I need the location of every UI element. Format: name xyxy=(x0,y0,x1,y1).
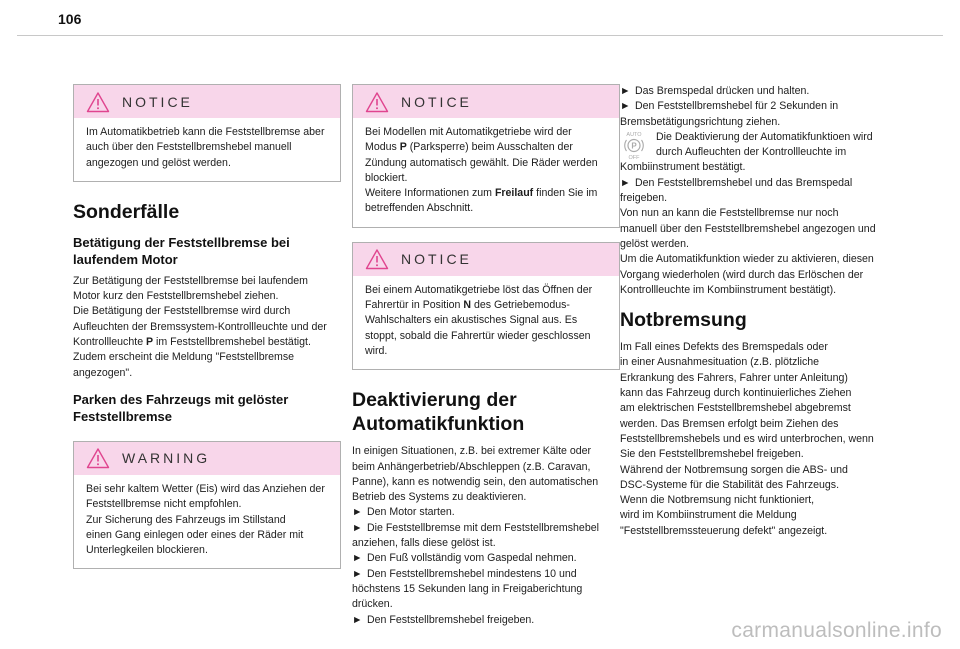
text-line: Bei sehr kaltem Wetter (Eis) wird das Anziehen der xyxy=(86,482,325,495)
text-line: wird im Kombiinstrument die Meldung xyxy=(620,509,797,522)
paragraph xyxy=(73,274,341,381)
icon-text-row xyxy=(620,130,888,161)
text-run: finden Sie im xyxy=(533,187,598,200)
section-title-sonderfaelle: Sonderfälle xyxy=(73,200,180,223)
step-line: anziehen, falls diese gelöst ist. xyxy=(352,537,496,550)
text-line: DSC-Systeme für die Stabilität des Fahrzeugs. xyxy=(620,478,840,491)
auto-off-parking-brake-icon xyxy=(620,130,648,160)
notice-box xyxy=(352,84,620,228)
text-line: Wahlschalters ein akustisches Signal aus. Es xyxy=(365,314,578,327)
column-3 xyxy=(620,84,888,539)
notice-box xyxy=(352,242,620,370)
section-title-notbremsung: Notbremsung xyxy=(620,309,747,332)
warning-header xyxy=(74,442,340,475)
text-line: Von nun an kann die Feststellbremse nur noch xyxy=(620,207,839,220)
footer-watermark-link[interactable]: carmanualsonline.info xyxy=(731,619,942,642)
notice-title: NOTICE xyxy=(401,93,472,110)
step-text: Die Feststellbremse mit dem Feststellbremshebel xyxy=(367,521,599,534)
warning-body xyxy=(74,475,340,568)
text-line xyxy=(365,140,607,155)
step-text: Den Feststellbremshebel freigeben. xyxy=(367,613,535,626)
step-line: Bremsbetätigungsrichtung ziehen. xyxy=(620,115,781,128)
step-line xyxy=(352,613,620,628)
text-line: Bei Modellen mit Automatikgetriebe wird der xyxy=(365,126,572,138)
notice-body xyxy=(353,276,619,369)
arrow-bullet-icon: ► xyxy=(352,613,363,626)
text-line: Zudem erscheint die Meldung "Feststellbremse xyxy=(73,351,295,364)
step-line xyxy=(352,567,620,582)
step-text: Den Feststellbremshebel und das Bremspedal xyxy=(635,176,853,189)
text-line: werden. Das Bremsen erfolgt beim Ziehen des xyxy=(620,417,839,430)
text-line: Panne), kann es notwendig sein, den automatischen xyxy=(352,475,599,488)
notice-header xyxy=(74,85,340,118)
paragraph xyxy=(620,340,888,539)
text-line: beim Anhängerbetrieb/Abschleppen (z.B. Caravan, xyxy=(352,460,591,473)
text-line: manuell über den Feststellbremshebel angezogen und xyxy=(620,222,876,235)
text-line: einen Gang einlegen oder eines der Räder mit xyxy=(86,528,304,541)
step-line xyxy=(620,99,888,114)
step-line: drücken. xyxy=(352,598,393,611)
notice-body xyxy=(353,118,619,227)
text-line: durch Aufleuchten der Kontrollleuchte im xyxy=(656,146,847,159)
text-line: gelöst werden. xyxy=(620,237,689,250)
text-line: angezogen und gelöst werden. xyxy=(86,156,231,169)
arrow-bullet-icon: ► xyxy=(352,506,363,519)
warning-triangle-icon xyxy=(365,91,389,113)
text-line: Bei einem Automatikgetriebe löst das Öffnen der xyxy=(365,283,593,296)
warning-box xyxy=(73,441,341,569)
text-run: Modus xyxy=(365,141,400,154)
bold-term: Freilauf xyxy=(494,187,534,200)
text-line: Betrieb des Systems zu deaktivieren. xyxy=(352,491,527,504)
step-line xyxy=(620,176,888,191)
notice-header xyxy=(353,85,619,118)
step-line: höchstens 15 Sekunden lang in Freigaberichtung xyxy=(352,582,583,595)
text-run: des Getriebemodus- xyxy=(471,299,570,312)
text-line: angezogen". xyxy=(73,366,133,379)
warning-triangle-icon xyxy=(365,248,389,270)
column-2 xyxy=(352,84,620,628)
text-line: Unterlegkeilen blockieren. xyxy=(86,544,208,557)
text-line: Erkrankung des Fahrers, Fahrer unter Anleitung) xyxy=(620,371,848,384)
text-line: Die Betätigung der Feststellbremse wird durch xyxy=(73,305,291,318)
notice-body xyxy=(74,118,340,181)
icon-label-off: OFF xyxy=(628,154,640,160)
bold-term: P xyxy=(146,336,154,349)
step-line xyxy=(352,505,620,520)
page-number: 106 xyxy=(58,11,82,27)
step-text: Den Motor starten. xyxy=(367,506,455,519)
heading-line: Automatikfunktion xyxy=(352,413,525,436)
arrow-bullet-icon: ► xyxy=(352,567,363,580)
icon-label-p: P xyxy=(631,141,637,151)
text-line: Um die Automatikfunktion wieder zu aktivieren, diesen xyxy=(620,253,874,266)
heading-line: Parken des Fahrzeugs mit gelöster xyxy=(73,391,289,407)
arrow-bullet-icon: ► xyxy=(352,521,363,534)
text-line: stoppt, sobald die Fahrertür wieder geschlossen xyxy=(365,329,591,342)
bold-term: N xyxy=(463,299,471,312)
step-line xyxy=(352,521,620,536)
text-run: im Feststellbremshebel bestätigt. xyxy=(153,336,311,349)
text-line: Kontrollleuchte im Kombiinstrument bestätigt). xyxy=(620,283,837,296)
text-line: Zur Betätigung der Feststellbremse bei laufendem xyxy=(73,274,308,287)
text-line: Sie den Feststellbremshebel freigeben. xyxy=(620,448,804,461)
heading-line: Betätigung der Feststellbremse bei xyxy=(73,234,290,250)
text-line: Feststellbremshebels und es wird unterbrochen, wenn xyxy=(620,432,874,445)
text-line: blockiert. xyxy=(365,171,408,184)
text-line: Kombiinstrument bestätigt. xyxy=(620,161,746,174)
notice-box xyxy=(73,84,341,182)
text-line: In einigen Situationen, z.B. bei extremer Kälte oder xyxy=(352,445,592,458)
text-run: Kontrollleuchte xyxy=(73,336,147,349)
text-line: Feststellbremse nicht empfohlen. xyxy=(86,498,242,511)
text-line: Motor kurz den Feststellbremshebel ziehen. xyxy=(73,290,279,303)
paragraph xyxy=(620,84,888,130)
text-run: Weitere Informationen zum xyxy=(365,187,495,200)
text-line: am elektrischen Feststellbremshebel abgebremst xyxy=(620,402,851,415)
section-title-deaktivierung xyxy=(352,388,620,436)
step-text: Das Bremspedal drücken und halten. xyxy=(635,85,810,97)
notice-header xyxy=(353,243,619,276)
text-line: betreffenden Abschnitt. xyxy=(365,202,474,215)
text-line: Aufleuchten der Bremssystem-Kontrollleuchte und der xyxy=(73,320,327,333)
text-line: Zündung automatisch gewählt. Die Räder werden xyxy=(365,156,598,169)
text-line: Vorgang wiederholen (wird durch das Erlöschen der xyxy=(620,268,864,281)
step-line xyxy=(620,84,888,99)
text-line: kann das Fahrzeug durch kontinuierliches Ziehen xyxy=(620,387,852,400)
step-text: Den Fuß vollständig vom Gaspedal nehmen. xyxy=(367,552,577,565)
text-line xyxy=(365,298,607,313)
warning-title: WARNING xyxy=(122,450,211,467)
step-line: freigeben. xyxy=(620,192,668,205)
text-line: wird. xyxy=(365,344,388,357)
subsection-title xyxy=(73,234,341,268)
icon-text xyxy=(656,130,873,161)
warning-triangle-icon xyxy=(86,91,110,113)
text-line: Wenn die Notbremsung nicht funktioniert, xyxy=(620,494,815,507)
notice-title: NOTICE xyxy=(401,251,472,268)
text-line: Zur Sicherung des Fahrzeugs im Stillstand xyxy=(86,513,286,526)
bold-term: P xyxy=(399,141,407,154)
icon-label-auto: AUTO xyxy=(626,131,642,138)
arrow-bullet-icon: ► xyxy=(620,100,631,113)
column-1 xyxy=(73,84,341,583)
warning-triangle-icon xyxy=(86,447,110,469)
text-line xyxy=(365,186,607,201)
top-rule xyxy=(17,35,943,36)
text-line: Im Fall eines Defekts des Bremspedals oder xyxy=(620,341,828,354)
step-text: Den Feststellbremshebel für 2 Sekunden in xyxy=(635,100,839,113)
step-text: Den Feststellbremshebel mindestens 10 und xyxy=(367,567,577,580)
text-line: Während der Notbremsung sorgen die ABS- und xyxy=(620,463,848,476)
heading-line: Feststellbremse xyxy=(73,408,172,424)
subsection-title xyxy=(73,391,341,425)
arrow-bullet-icon: ► xyxy=(620,85,631,97)
heading-line: laufendem Motor xyxy=(73,251,178,267)
notice-title: NOTICE xyxy=(122,93,193,110)
heading-line: Deaktivierung der xyxy=(352,389,517,412)
text-line: Im Automatikbetrieb kann die Feststellbremse aber xyxy=(86,126,325,138)
paragraph xyxy=(620,160,888,298)
text-line xyxy=(73,335,341,350)
step-line xyxy=(352,551,620,566)
text-line: auch über den Feststellbremshebel manuell xyxy=(86,141,292,154)
text-run: Fahrertür in Position xyxy=(365,299,464,312)
text-line: in einer Ausnahmesituation (z.B. plötzliche xyxy=(620,356,820,369)
text-line: Die Deaktivierung der Automatikfunktioen wird xyxy=(656,130,873,143)
paragraph xyxy=(352,444,620,628)
arrow-bullet-icon: ► xyxy=(620,176,631,189)
text-line: "Feststellbremssteuerung defekt" angezeigt. xyxy=(620,524,828,537)
arrow-bullet-icon: ► xyxy=(352,552,363,565)
text-run: (Parksperre) beim Ausschalten der xyxy=(406,141,573,154)
